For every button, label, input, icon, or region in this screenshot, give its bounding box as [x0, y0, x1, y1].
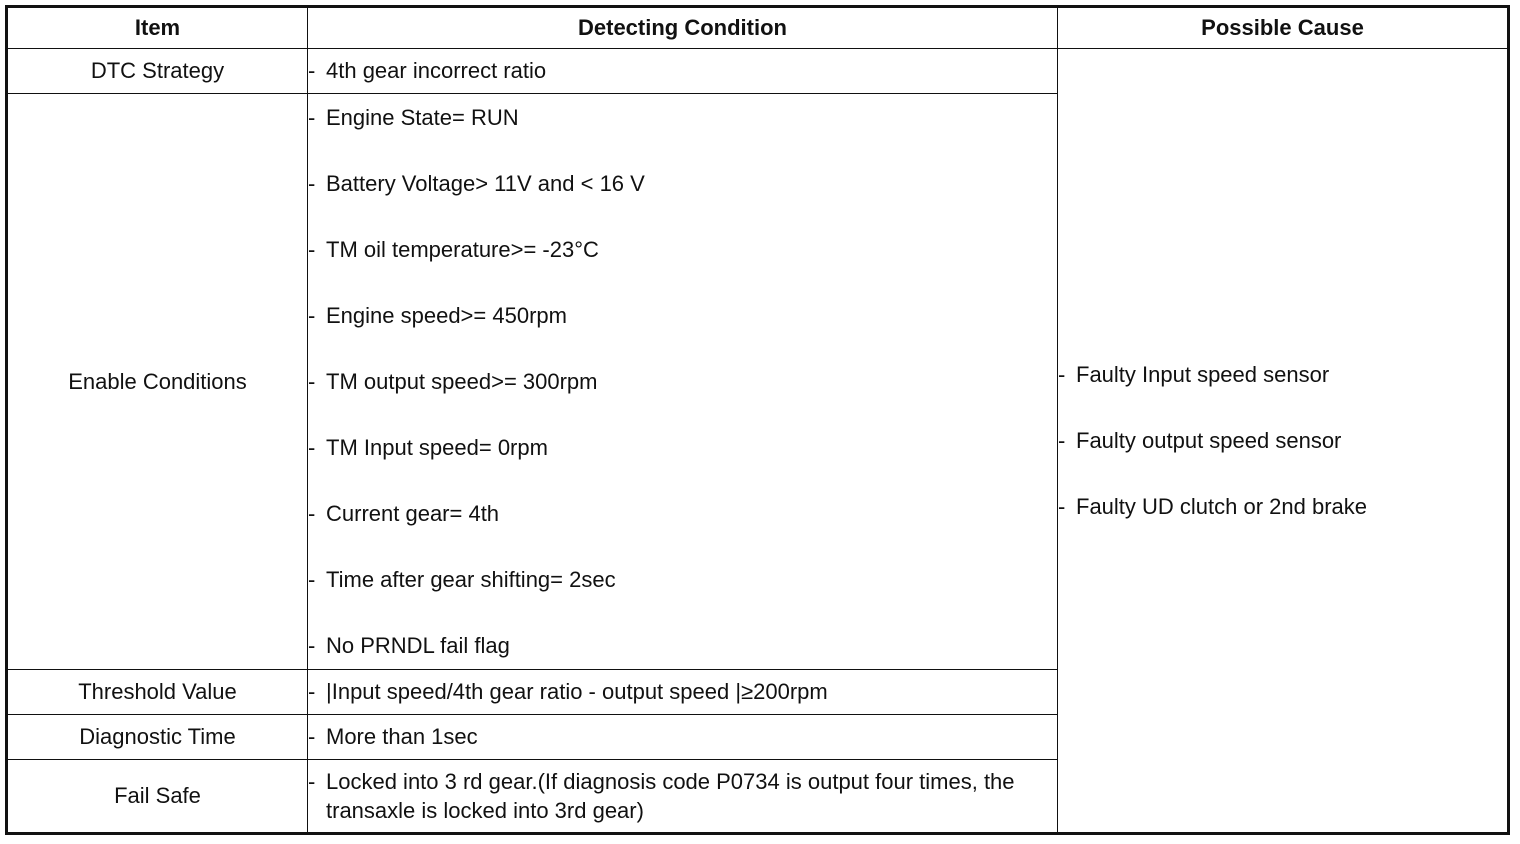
- dash: -: [1058, 361, 1066, 387]
- cause-text: Faulty output speed sensor: [1076, 427, 1342, 453]
- condition-dtc-strategy: [308, 49, 1058, 94]
- dash: -: [308, 170, 316, 196]
- condition-list: [308, 724, 1057, 750]
- list-item: [308, 767, 1057, 825]
- dash: -: [308, 679, 316, 704]
- list-item: [308, 679, 1057, 705]
- condition-list: [308, 58, 1057, 84]
- list-item: [308, 58, 1057, 84]
- condition-list: [308, 767, 1057, 825]
- list-item: [1058, 428, 1507, 454]
- header-possible-cause: Possible Cause: [1058, 7, 1509, 49]
- list-item: [308, 724, 1057, 750]
- condition-diagnostic-time: [308, 715, 1058, 760]
- dash: -: [308, 368, 316, 394]
- dash: -: [308, 632, 316, 658]
- item-enable-conditions: Enable Conditions: [7, 94, 308, 670]
- list-item: [308, 237, 1057, 263]
- dash: -: [308, 58, 316, 83]
- table-row-dtc-strategy: [7, 49, 1509, 94]
- condition-text: Battery Voltage> 11V and < 16 V: [326, 170, 645, 196]
- condition-text: No PRNDL fail flag: [326, 632, 510, 658]
- list-item: [308, 303, 1057, 329]
- list-item: [308, 105, 1057, 131]
- condition-fail-safe: [308, 760, 1058, 834]
- possible-cause-cell: [1058, 49, 1509, 834]
- condition-threshold-value: [308, 670, 1058, 715]
- condition-text: |Input speed/4th gear ratio - output speed |≥200rpm: [326, 679, 828, 704]
- item-diagnostic-time: Diagnostic Time: [7, 715, 308, 760]
- list-item: [308, 633, 1057, 659]
- condition-text: TM output speed>= 300rpm: [326, 368, 598, 394]
- condition-text: 4th gear incorrect ratio: [326, 58, 547, 83]
- condition-enable-conditions: [308, 94, 1058, 670]
- item-dtc-strategy: DTC Strategy: [7, 49, 308, 94]
- list-item: [308, 171, 1057, 197]
- list-item: [1058, 494, 1507, 520]
- condition-list: [308, 105, 1057, 659]
- condition-text: Time after gear shifting= 2sec: [326, 566, 616, 592]
- condition-text: TM Input speed= 0rpm: [326, 434, 548, 460]
- dash: -: [308, 769, 316, 794]
- list-item: [308, 369, 1057, 395]
- list-item: [308, 567, 1057, 593]
- cause-text: Faulty UD clutch or 2nd brake: [1076, 493, 1368, 519]
- condition-text: Engine State= RUN: [326, 104, 519, 130]
- dash: -: [1058, 493, 1066, 519]
- condition-text: Engine speed>= 450rpm: [326, 302, 567, 328]
- dash: -: [308, 724, 316, 749]
- dash: -: [308, 302, 316, 328]
- item-fail-safe: Fail Safe: [7, 760, 308, 834]
- list-item: [308, 435, 1057, 461]
- condition-text: TM oil temperature>= -23°C: [326, 236, 599, 262]
- condition-text: More than 1sec: [326, 724, 478, 749]
- header-item: Item: [7, 7, 308, 49]
- dash: -: [308, 236, 316, 262]
- condition-list: [308, 679, 1057, 705]
- dash: -: [308, 434, 316, 460]
- list-item: [308, 501, 1057, 527]
- condition-text: Locked into 3 rd gear.(If diagnosis code P0734 is output four times, the transaxle is locked into 3rd gear): [326, 769, 1015, 823]
- dash: -: [308, 500, 316, 526]
- dash: -: [308, 104, 316, 130]
- possible-cause-list: [1058, 362, 1507, 520]
- dash: -: [1058, 427, 1066, 453]
- dash: -: [308, 566, 316, 592]
- header-row: [7, 7, 1509, 49]
- item-threshold-value: Threshold Value: [7, 670, 308, 715]
- cause-text: Faulty Input speed sensor: [1076, 361, 1330, 387]
- condition-text: Current gear= 4th: [326, 500, 500, 526]
- dtc-table: [5, 5, 1510, 835]
- list-item: [1058, 362, 1507, 388]
- header-detecting-condition: Detecting Condition: [308, 7, 1058, 49]
